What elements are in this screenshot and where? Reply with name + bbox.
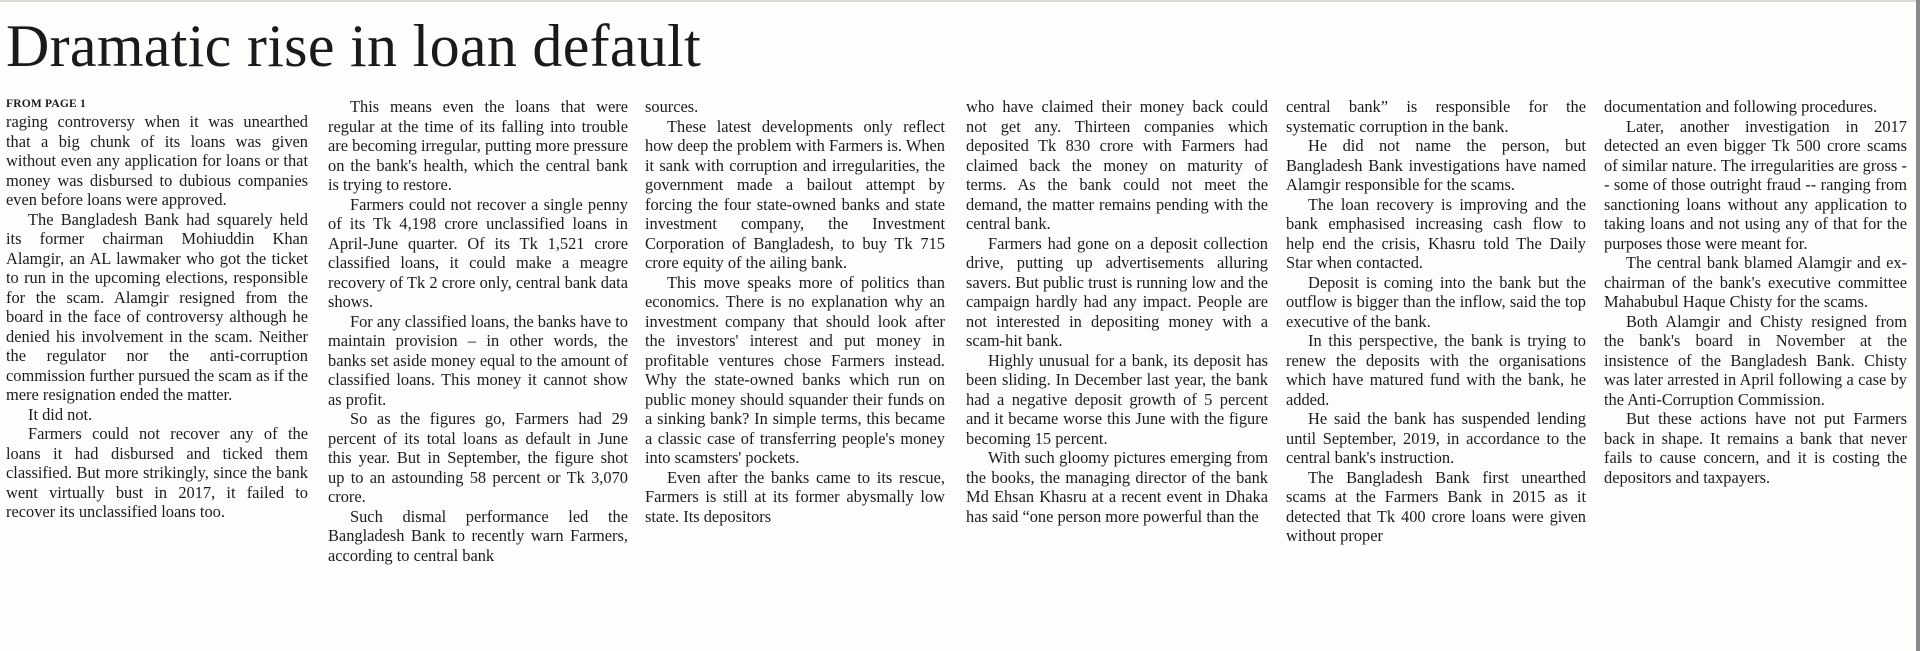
article-column-6 [1604, 97, 1907, 651]
paragraph: sources. [645, 97, 699, 116]
paragraph: Farmers had gone on a deposit collection drive, putting up advertisements alluring savers. But public trust is running low and the campaign hardly had any impact. People are not interested in depositing money with a scam-hit bank. [966, 233, 1268, 350]
paragraph: documentation and following procedures. [1604, 97, 1878, 116]
paragraph: Later, another investigation in 2017 detected an even bigger Tk 500 crore scams of similar nature. The irregularities are gross -- some of those outright fraud -- ranging from sanctioning loans without any application to taking loans and not using any of that for the purposes those were meant for. [1604, 116, 1907, 253]
paragraph: In this perspective, the bank is trying to renew the deposits with the organisations which have matured fund with the bank, he added. [1286, 331, 1586, 409]
paragraph: Farmers could not recover a single penny of its Tk 4,198 crore unclassified loans in April-June quarter. Of its Tk 1,521 crore classified loans, it could make a meagre recovery of Tk 2 crore only, central bank data shows. [328, 194, 628, 311]
paragraph: But these actions have not put Farmers back in shape. It remains a bank that never fails to cause concern, and it is costing the depositors and taxpayers. [1604, 409, 1907, 487]
paragraph: He said the bank has suspended lending until September, 2019, in accordance to the central bank's instruction. [1286, 409, 1586, 467]
paragraph: For any classified loans, the banks have to maintain provision – in other words, the banks set aside money equal to the amount of classified loans. This money it cannot show as profit. [328, 311, 628, 409]
top-rule [0, 0, 1920, 2]
paragraph: The Bangladesh Bank had squarely held its former chairman Mohiuddin Khan Alamgir, an AL lawmaker who got the ticket to run in the upcoming elections, responsible for the scam. Alamgir resigned from the board in the face of controversy although he denied his involvement in the scam. Neither the regulator nor the anti-corruption commission further pursued the scam as if the mere resignation ended the matter. [6, 209, 308, 404]
paragraph: The central bank blamed Alamgir and ex-chairman of the bank's executive committee Mahabubul Haque Chisty for the scams. [1604, 253, 1907, 311]
continuation-kicker: FROM PAGE 1 [6, 98, 86, 110]
paragraph: So as the figures go, Farmers had 29 percent of its total loans as default in June this year. But in September, the figure shot up to an astounding 58 percent or Tk 3,070 crore. [328, 409, 628, 506]
paragraph: Farmers could not recover any of the loans it had disbursed and ticked them classified. But more strikingly, since the bank went virtually bust in 2017, it failed to recover its unclassified loans too. [6, 424, 308, 521]
paragraph: The Bangladesh Bank first unearthed scams at the Farmers Bank in 2015 as it detected that Tk 400 crore loans were given without proper [1286, 467, 1586, 545]
paragraph: raging controversy when it was unearthed that a big chunk of its loans was given without even any application for loans or that money was disbursed to dubious companies even before loans were approved. [6, 112, 308, 209]
page-edge [1916, 0, 1920, 651]
headline: Dramatic rise in loan default [6, 13, 702, 79]
paragraph: who have claimed their money back could not get any. Thirteen companies which deposited Tk 830 crore with Farmers had claimed back the money on maturity of terms. As the bank could not meet the demand, the matter remains pending with the central bank. [966, 97, 1268, 233]
paragraph: The loan recovery is improving and the bank emphasised increasing cash flow to help end the crisis, Khasru told The Daily Star when contacted. [1286, 194, 1586, 272]
paragraph: These latest developments only reflect how deep the problem with Farmers is. When it sank with corruption and irregularities, the government made a bailout attempt by forcing the four state-owned banks and state investment company, the Investment Corporation of Bangladesh, to buy Tk 715 crore equity of the ailing bank. [645, 116, 945, 272]
paragraph: central bank” is responsible for the systematic corruption in the bank. [1286, 97, 1586, 136]
article-column-5 [1286, 97, 1586, 651]
paragraph: Deposit is coming into the bank but the outflow is bigger than the inflow, said the top executive of the bank. [1286, 272, 1586, 331]
article-column-3 [645, 97, 945, 651]
paragraph: Highly unusual for a bank, its deposit has been sliding. In December last year, the bank had a negative deposit growth of 5 percent and it became worse this June with the figure becoming 15 percent. [966, 350, 1268, 448]
article-column-4 [966, 97, 1268, 651]
paragraph: With such gloomy pictures emerging from the books, the managing director of the bank Md Ehsan Khasru at a recent event in Dhaka has said “one person more powerful than the [966, 448, 1268, 526]
paragraph: This means even the loans that were regular at the time of its falling into trouble are becoming irregular, putting more pressure on the bank's health, which the central bank is trying to restore. [328, 97, 628, 194]
paragraph: Even after the banks came to its rescue, Farmers is still at its former abysmally low state. Its depositors [645, 467, 945, 526]
article-column-2 [328, 97, 628, 651]
paragraph: Both Alamgir and Chisty resigned from the bank's board in November at the insistence of the Bangladesh Bank. Chisty was later arrested in April following a case by the Anti-Corruption Commission. [1604, 311, 1907, 409]
article-column-1 [6, 97, 308, 651]
paragraph: He did not name the person, but Bangladesh Bank investigations have named Alamgir responsible for the scams. [1286, 136, 1586, 194]
paragraph: Such dismal performance led the Bangladesh Bank to recently warn Farmers, according to central bank [328, 506, 628, 565]
paragraph: It did not. [28, 404, 93, 424]
paragraph: This move speaks more of politics than economics. There is no explanation why an investment company that should look after the investors' interest and put money in profitable ventures chose Farmers instead. Why the state-owned banks which run on public money should squander their funds on a sinking bank? In simple terms, this became a classic case of transferring people's money into scamsters' pockets. [645, 272, 945, 467]
